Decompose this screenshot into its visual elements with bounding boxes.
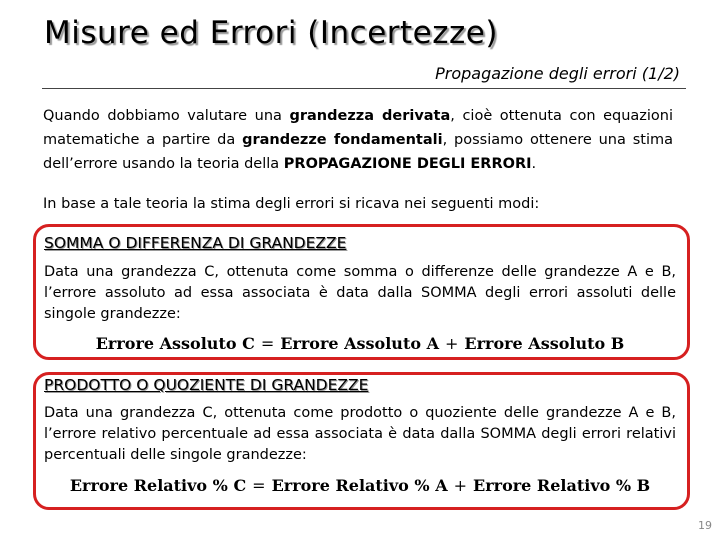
intro-text-3: , possiamo ottenere una stima dell’errore usando la teoria della (43, 132, 673, 172)
slide-subtitle: Propagazione degli errori (1/2) (435, 64, 680, 83)
product-quotient-text: Data una grandezza C, ottenuta come prodotto o quoziente delle grandezze A e B, l’errore relativo percentuale ad essa associata è data dalla SOMMA degli errori relativi percentuali delle singole grandezze: (44, 405, 676, 463)
intro-text-1: Quando dobbiamo valutare una (43, 108, 290, 124)
formula-rel-plus: + (453, 476, 468, 495)
formula-abs-plus: + (444, 334, 459, 353)
relative-error-formula (0, 478, 720, 494)
sum-difference-text: Data una grandezza C, ottenuta come somma o differenze delle grandezze A e B, l’errore assoluto ad essa associata è data dalla SOMMA degli errori assoluti delle singole grandezze: (44, 264, 676, 322)
formula-abs-c: Errore Assoluto C (95, 334, 255, 353)
formula-abs-equals: = (260, 334, 275, 353)
formula-rel-b: Errore Relativo % B (473, 476, 651, 495)
product-quotient-heading: PRODOTTO O QUOZIENTE DI GRANDEZZE (44, 376, 369, 394)
intro-bold-propagation: PROPAGAZIONE DEGLI ERRORI (283, 156, 532, 172)
intro-followup: In base a tale teoria la stima degli errori si ricava nei seguenti modi: (43, 196, 540, 212)
page-number: 19 (698, 519, 712, 532)
intro-paragraph (43, 104, 673, 176)
formula-rel-c: Errore Relativo % C (69, 476, 247, 495)
formula-abs-b: Errore Assoluto B (464, 334, 625, 353)
absolute-error-formula (0, 336, 720, 352)
formula-rel-equals: = (252, 476, 266, 495)
formula-rel-a: Errore Relativo % A (271, 476, 448, 495)
formula-abs-a: Errore Assoluto A (280, 334, 439, 353)
title-divider (42, 88, 686, 89)
intro-text-2: , cioè ottenuta con equazioni matematiche a partire da (43, 108, 673, 148)
slide-title: Misure ed Errori (Incertezze) (44, 15, 498, 51)
intro-bold-derived: grandezza derivata (289, 108, 451, 124)
intro-bold-fundamental: grandezze fondamentali (242, 132, 443, 148)
sum-difference-heading: SOMMA O DIFFERENZA DI GRANDEZZE (44, 234, 347, 252)
intro-text-4: . (531, 156, 537, 172)
